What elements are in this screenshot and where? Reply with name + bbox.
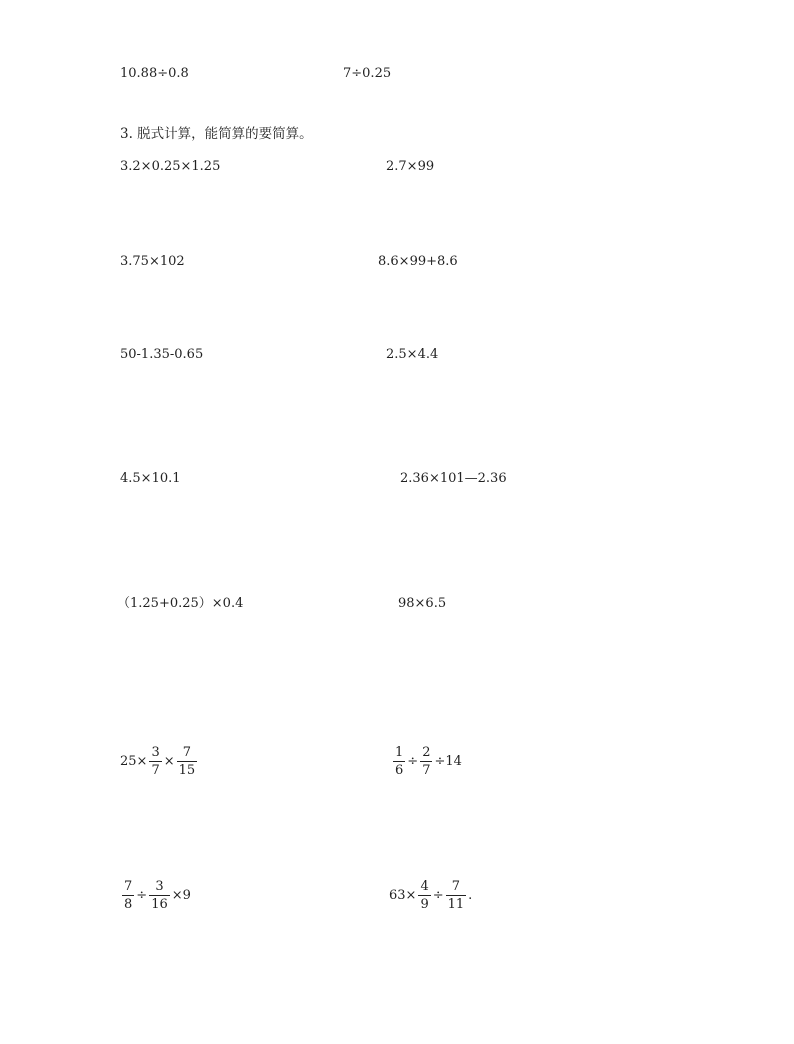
problem-5: 50-1.35-0.65: [120, 347, 204, 362]
denominator: 11: [447, 897, 465, 912]
whole-number-term: 25×: [120, 754, 148, 769]
problem-7: 4.5×10.1: [120, 471, 181, 486]
tail-term: ÷14: [434, 754, 462, 769]
problem-10-88-div-0-8: 10.88÷0.8: [120, 66, 189, 81]
problem-2: 2.7×99: [386, 159, 435, 174]
operator: ÷: [136, 888, 148, 903]
denominator: 8: [124, 897, 133, 912]
denominator: 7: [151, 763, 160, 778]
problem-3: 3.75×102: [120, 254, 185, 269]
fraction-2-7: [420, 746, 432, 777]
problem-9: （1.25+0.25）×0.4: [117, 596, 244, 611]
fraction-4-9: [418, 880, 430, 911]
denominator: 7: [422, 763, 431, 778]
fraction-3-16: [149, 880, 170, 911]
whole-number-term: 63×: [389, 888, 417, 903]
problem-11: [120, 746, 199, 777]
fraction-1-6: [393, 746, 405, 777]
numerator: 7: [451, 879, 461, 894]
problem-10: 98×6.5: [398, 596, 447, 611]
section-heading: 3. 脱式计算，能简算的要简算。: [120, 126, 313, 142]
numerator: 7: [124, 879, 133, 894]
problem-1: 3.2×0.25×1.25: [120, 159, 221, 174]
fraction-7-11: [446, 880, 467, 911]
denominator: 9: [420, 897, 429, 912]
problem-12: [391, 746, 462, 777]
numerator: 3: [155, 879, 164, 894]
denominator: 16: [151, 897, 168, 912]
operator: ×: [163, 754, 175, 769]
denominator: 6: [395, 763, 404, 778]
numerator: 7: [182, 745, 192, 760]
problem-6: 2.5×4.4: [386, 347, 439, 362]
operator: ÷: [407, 754, 419, 769]
problem-14: [389, 880, 472, 911]
fraction-7-8: [122, 880, 134, 911]
problem-4: 8.6×99+8.6: [378, 254, 458, 269]
operator: ÷: [432, 888, 444, 903]
problem-8: 2.36×101—2.36: [400, 471, 507, 486]
tail-term: ×9: [171, 888, 191, 903]
problem-7-div-0-25: 7÷0.25: [343, 66, 392, 81]
denominator: 15: [178, 763, 196, 778]
fraction-7-15: [177, 746, 198, 777]
problem-13: [120, 880, 191, 911]
tail-term: .: [468, 888, 473, 903]
numerator: 3: [151, 745, 160, 760]
numerator: 4: [420, 879, 429, 894]
numerator: 2: [422, 745, 431, 760]
fraction-3-7: [149, 746, 161, 777]
numerator: 1: [395, 745, 404, 760]
